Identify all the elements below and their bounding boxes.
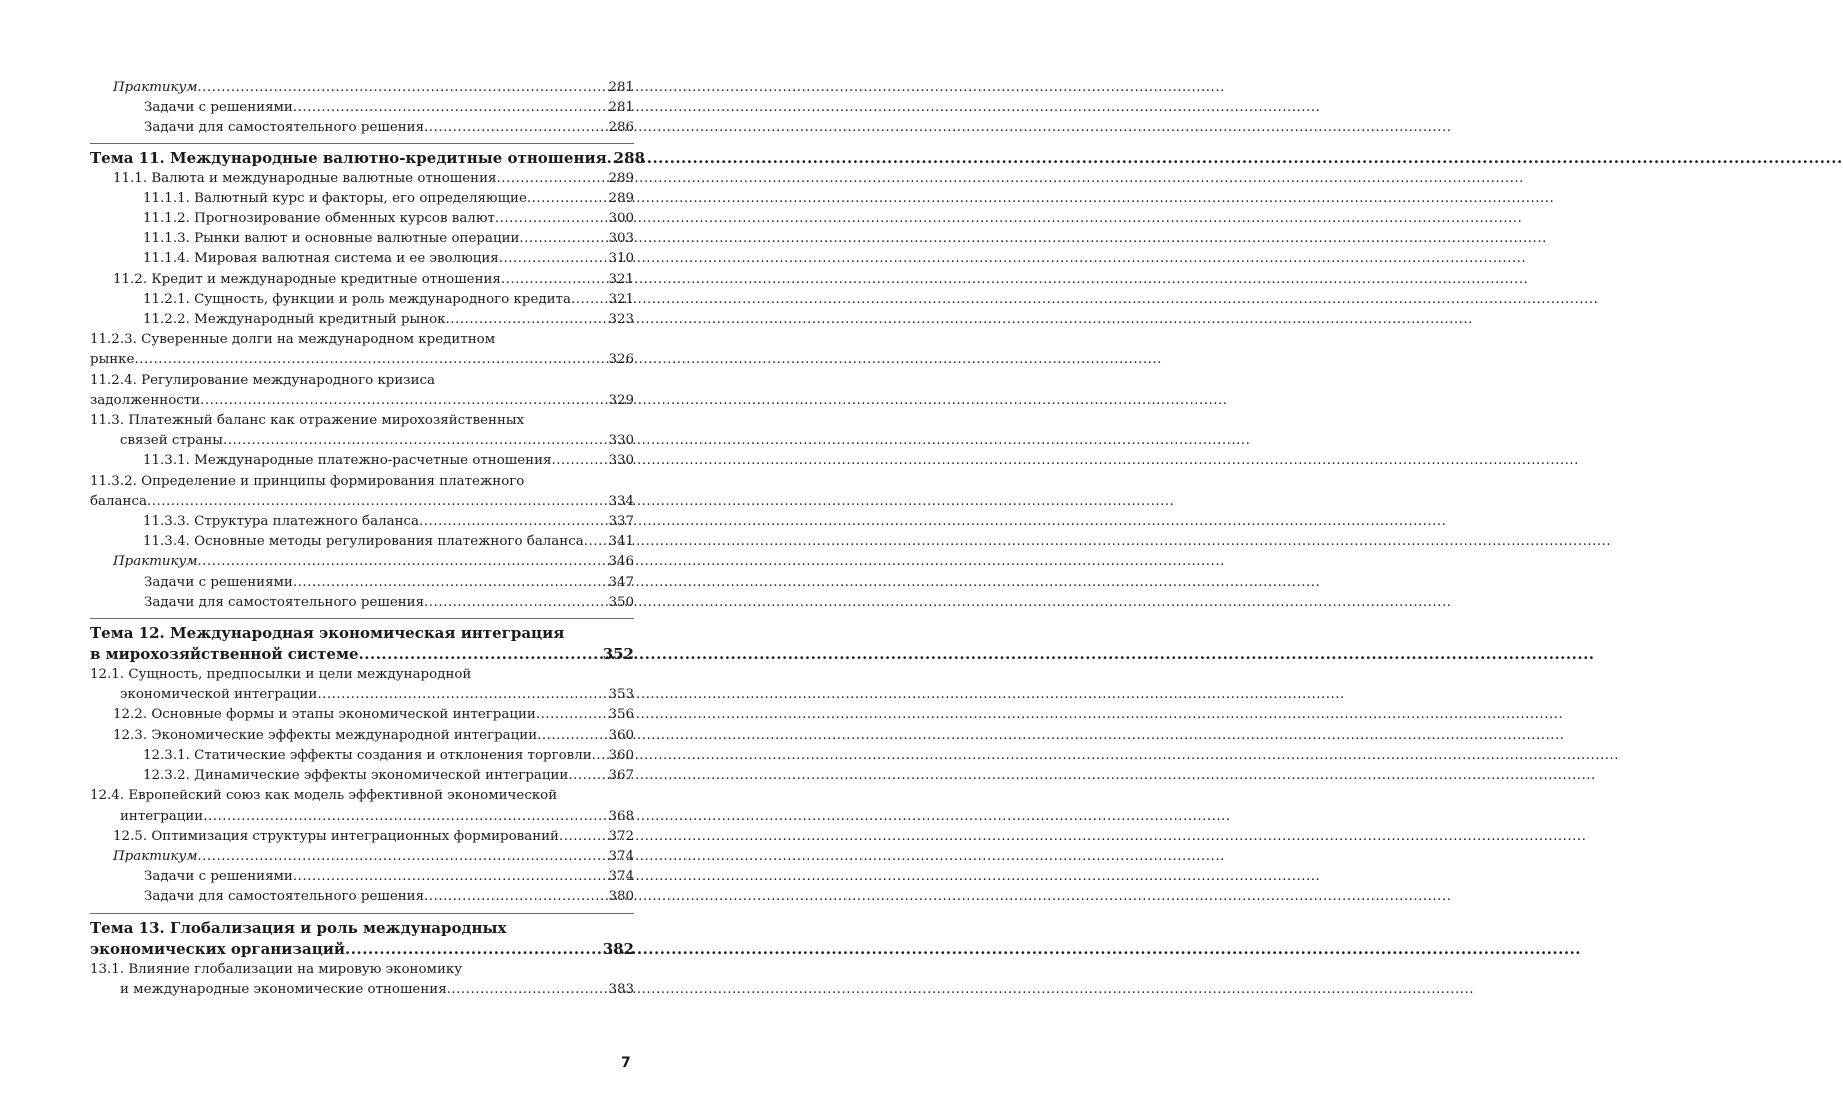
entry-page: 346 [608, 554, 634, 570]
toc-topic-11[interactable] [90, 148, 645, 169]
entry-page: 367 [608, 768, 634, 784]
entry-continuation [120, 685, 634, 705]
leader-dots [447, 980, 608, 1000]
entry-title: 11.1.2. Прогнозирование обменных курсов валют [143, 211, 495, 227]
leader-dots [197, 847, 607, 867]
topic-divider [90, 913, 634, 914]
leader-dots [134, 350, 607, 370]
entry-title-line1: 12.4. Европейский союз как модель эффективной экономической [90, 788, 558, 804]
toc-topic-13[interactable] [90, 918, 634, 960]
toc-section-11-3[interactable] [90, 411, 634, 451]
entry-page: 372 [608, 828, 634, 844]
leader-dots [551, 451, 607, 471]
leader-dots [496, 169, 607, 189]
leader-dots [197, 78, 607, 98]
entry-title: Задачи с решениями [144, 869, 293, 885]
entry-continuation [90, 391, 634, 411]
entry-page: 321 [608, 271, 634, 287]
leader-dots [424, 593, 607, 613]
entry-page: 321 [608, 291, 634, 307]
entry-continuation [120, 431, 634, 451]
leader-dots [537, 726, 607, 746]
entry-title: Задачи для самостоятельного решения [144, 889, 425, 905]
entry-title: 12.2. Основные формы и этапы экономической интеграции [113, 707, 536, 723]
entry-title-line2: экономических организаций [90, 939, 346, 958]
leader-dots [359, 644, 602, 665]
toc-entry-zadachi[interactable] [144, 573, 634, 593]
entry-title: 12.3. Экономические эффекты международной интеграции [113, 727, 538, 743]
toc-topic-12[interactable] [90, 623, 634, 665]
leader-dots [293, 867, 608, 887]
entry-page: 353 [608, 687, 634, 703]
entry-title: 11.2.2. Международный кредитный рынок [143, 312, 446, 328]
entry-title-line2: и международные экономические отношения [120, 981, 447, 997]
toc-subsection-11-2-1[interactable] [143, 290, 634, 310]
entry-page: 383 [608, 981, 634, 997]
entry-title: 11.1. Валюта и международные валютные отношения [113, 170, 497, 186]
leader-dots [345, 939, 602, 960]
entry-page: 310 [608, 251, 634, 267]
entry-page: 350 [608, 594, 634, 610]
entry-title: 12.3.2. Динамические эффекты экономической интеграции [143, 768, 569, 784]
toc-entry-samost[interactable] [144, 118, 634, 138]
entry-title: 11.2. Кредит и международные кредитные отношения [113, 271, 501, 287]
toc-subsection-11-3-3[interactable] [143, 512, 634, 532]
entry-title: 11.2.1. Сущность, функции и роль международного кредита [143, 291, 571, 307]
entry-title-line1: Тема 12. Международная экономическая интеграция [90, 624, 565, 643]
leader-dots [559, 827, 607, 847]
leader-dots [424, 887, 607, 907]
entry-title-line2: задолженности [90, 392, 201, 408]
entry-page: 347 [608, 574, 634, 590]
toc-entry-zadachi[interactable] [144, 867, 634, 887]
entry-title: Задачи для самостоятельного решения [144, 120, 425, 136]
entry-page: 382 [602, 939, 634, 958]
topic-divider [90, 143, 634, 144]
entry-page: 289 [608, 170, 634, 186]
toc-subsection-11-3-2[interactable] [90, 472, 634, 512]
entry-title-line1: 13.1. Влияние глобализации на мировую экономику [90, 961, 463, 977]
toc-subsection-11-1-3[interactable] [143, 229, 634, 249]
leader-dots [197, 552, 607, 572]
toc-subsection-11-1-2[interactable] [143, 209, 634, 229]
entry-title-line1: 12.1. Сущность, предпосылки и цели международной [90, 667, 472, 683]
entry-title: 11.3.1. Международные платежно-расчетные отношения [143, 453, 552, 469]
toc-entry-praktikum[interactable] [113, 847, 634, 867]
leader-dots [200, 391, 607, 411]
toc-section-12-4[interactable] [90, 786, 634, 826]
leader-dots [536, 705, 608, 725]
entry-page: 330 [608, 433, 634, 449]
entry-page: 374 [608, 869, 634, 885]
entry-title: 11.1.1. Валютный курс и факторы, его определяющие [143, 190, 527, 206]
toc-subsection-12-3-2[interactable] [143, 766, 634, 786]
entry-page: 380 [608, 889, 634, 905]
leader-dots [495, 209, 608, 229]
entry-page: 286 [608, 120, 634, 136]
toc-entry-samost[interactable] [144, 887, 634, 907]
entry-continuation [120, 807, 634, 827]
toc-section-12-3[interactable] [113, 726, 634, 746]
entry-title: Задачи с решениями [144, 574, 293, 590]
leader-dots [501, 270, 608, 290]
book-page [0, 0, 726, 1115]
leader-dots [293, 573, 608, 593]
toc-subsection-11-2-2[interactable] [143, 310, 634, 330]
entry-title: 11.3.3. Структура платежного баланса [143, 514, 420, 530]
leader-dots [519, 229, 607, 249]
entry-title: 11.1.3. Рынки валют и основные валютные операции [143, 231, 520, 247]
toc-entry-praktikum[interactable] [113, 78, 634, 98]
entry-title: Практикум [113, 80, 198, 95]
entry-title: Задачи для самостоятельного решения [144, 594, 425, 610]
entry-title-line1: 11.3. Платежный баланс как отражение мирохозяйственных [90, 413, 525, 429]
entry-page: 352 [602, 645, 634, 664]
leader-dots [584, 532, 608, 552]
toc-subsection-11-2-4[interactable] [90, 371, 634, 411]
entry-title-line2: связей страны [120, 433, 223, 449]
toc-entry-zadachi[interactable] [144, 98, 634, 118]
page-number: 7 [621, 1055, 631, 1071]
entry-title-line1: 11.2.4. Регулирование международного кризиса [90, 372, 436, 388]
entry-continuation [120, 980, 634, 1000]
entry-title: 12.3.1. Статические эффекты создания и отклонения торговли [143, 747, 592, 763]
entry-page: 374 [608, 848, 634, 864]
entry-page: 360 [608, 727, 634, 743]
toc-entry-praktikum[interactable] [113, 552, 634, 572]
toc-subsection-11-3-1[interactable] [143, 451, 634, 471]
entry-page: 323 [608, 312, 634, 328]
entry-continuation [90, 492, 634, 512]
leader-dots [203, 807, 607, 827]
entry-title-line2: интеграции [120, 808, 204, 824]
table-of-contents [90, 78, 645, 1000]
entry-title-line2: рынке [90, 352, 135, 368]
entry-title: Практикум [113, 554, 198, 570]
entry-title: 12.5. Оптимизация структуры интеграционных формирований [113, 828, 559, 844]
entry-title-line2: баланса [90, 493, 147, 509]
toc-section-11-2[interactable] [113, 270, 634, 290]
entry-page: 326 [608, 352, 634, 368]
toc-subsection-12-3-1[interactable] [143, 746, 634, 766]
entry-continuation [90, 644, 634, 665]
entry-title-line2: экономической интеграции [120, 687, 318, 703]
entry-page: 368 [608, 808, 634, 824]
entry-title-line2: в мирохозяйственной системе [90, 645, 359, 664]
leader-dots [568, 766, 607, 786]
leader-dots [419, 512, 607, 532]
entry-title: Тема 11. Международные валютно-кредитные отношения [90, 148, 607, 167]
entry-page: 341 [608, 534, 634, 550]
toc-subsection-11-2-3[interactable] [90, 330, 634, 370]
leader-dots [317, 685, 607, 705]
leader-dots [499, 249, 608, 269]
leader-dots [223, 431, 607, 451]
toc-section-12-1[interactable] [90, 665, 634, 705]
entry-page: 281 [608, 100, 634, 116]
leader-dots [293, 98, 608, 118]
toc-section-11-1[interactable] [113, 169, 634, 189]
entry-continuation [90, 939, 634, 960]
entry-page: 288 [613, 148, 645, 167]
entry-title: Задачи с решениями [144, 100, 293, 116]
entry-title: Практикум [113, 848, 198, 864]
toc-entry-samost[interactable] [144, 593, 634, 613]
toc-subsection-11-3-4[interactable] [143, 532, 634, 552]
leader-dots [592, 746, 608, 766]
entry-page: 289 [608, 190, 634, 206]
toc-section-12-5[interactable] [113, 827, 634, 847]
entry-title-line1: 11.3.2. Определение и принципы формирования платежного [90, 473, 525, 489]
entry-page: 330 [608, 453, 634, 469]
toc-section-12-2[interactable] [113, 705, 634, 725]
entry-page: 337 [608, 514, 634, 530]
toc-section-13-1[interactable] [90, 960, 634, 1000]
toc-subsection-11-1-1[interactable] [143, 189, 634, 209]
leader-dots [446, 310, 608, 330]
entry-title: 11.3.4. Основные методы регулирования платежного баланса [143, 534, 584, 550]
leader-dots [571, 290, 608, 310]
entry-continuation [90, 350, 634, 370]
entry-page: 360 [608, 747, 634, 763]
entry-page: 356 [608, 707, 634, 723]
toc-subsection-11-1-4[interactable] [143, 249, 634, 269]
entry-title-line1: Тема 13. Глобализация и роль международных [90, 918, 507, 937]
leader-dots [424, 118, 607, 138]
entry-page: 329 [608, 392, 634, 408]
entry-title-line1: 11.2.3. Суверенные долги на международном кредитном [90, 332, 496, 348]
entry-page: 300 [608, 211, 634, 227]
entry-page: 334 [608, 493, 634, 509]
entry-page: 303 [608, 231, 634, 247]
entry-title: 11.1.4. Мировая валютная система и ее эволюция [143, 251, 499, 267]
leader-dots [527, 189, 608, 209]
topic-divider [90, 618, 634, 619]
entry-page: 281 [608, 80, 634, 95]
leader-dots [147, 492, 607, 512]
